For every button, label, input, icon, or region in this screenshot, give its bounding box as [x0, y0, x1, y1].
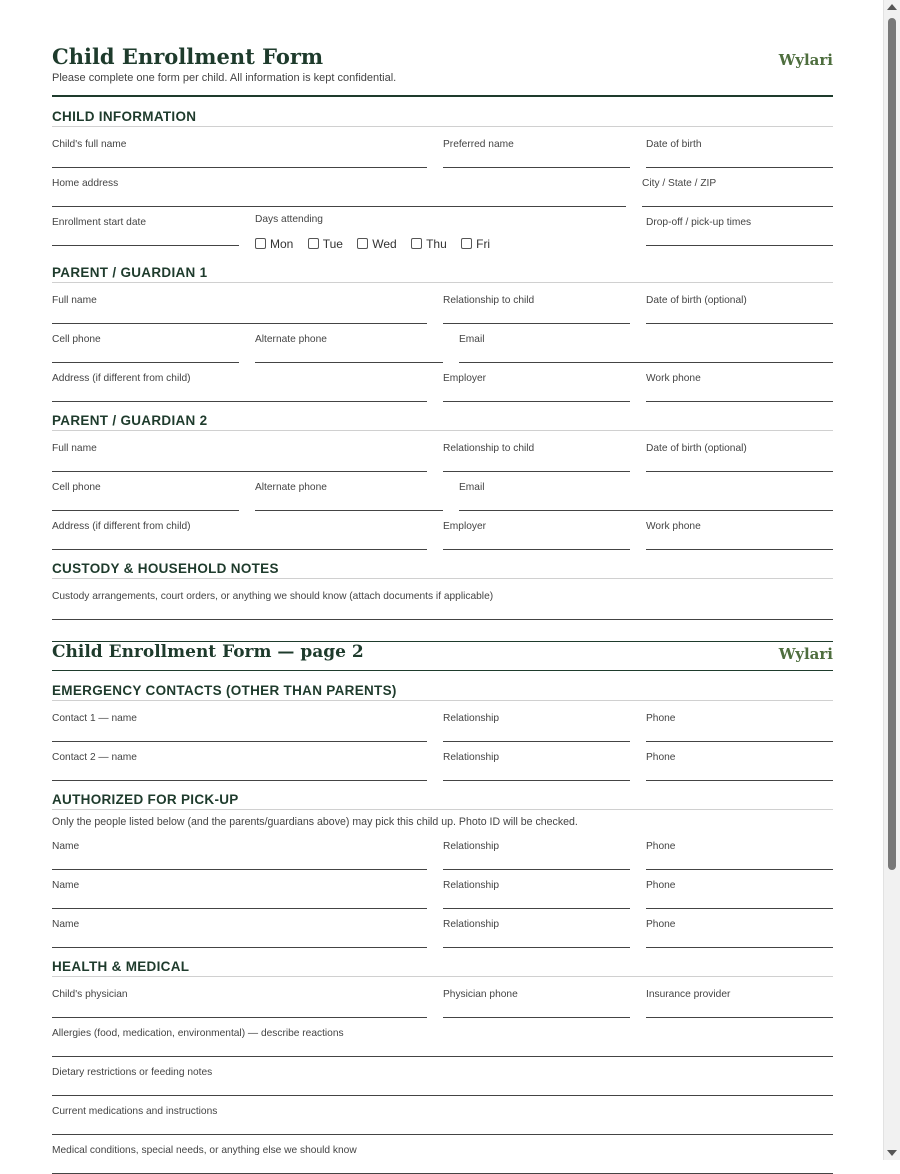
guardian2-address-field[interactable]	[52, 523, 427, 550]
scroll-up-arrow-icon[interactable]	[887, 4, 897, 10]
field-label: Child's full name	[52, 139, 127, 150]
field-label: Current medications and instructions	[52, 1106, 218, 1117]
pickup-3-relationship-field[interactable]	[443, 921, 630, 948]
field-label: Child's physician	[52, 989, 128, 1000]
checkbox-icon	[308, 238, 319, 249]
preferred-name-field[interactable]	[443, 141, 630, 168]
section-heading-guardian-1: PARENT / GUARDIAN 1	[52, 265, 833, 283]
physician-phone-field[interactable]	[443, 991, 630, 1018]
section-heading-health: HEALTH & MEDICAL	[52, 959, 833, 977]
checkbox-icon	[357, 238, 368, 249]
field-label: Work phone	[646, 521, 701, 532]
pickup-1-name-field[interactable]	[52, 843, 427, 870]
page-subtitle: Please complete one form per child. All information is kept confidential.	[52, 72, 397, 84]
guardian2-dob-field[interactable]	[646, 445, 833, 472]
day-label: Thu	[426, 237, 447, 251]
field-label: Contact 2 — name	[52, 752, 137, 763]
day-label: Wed	[372, 237, 397, 251]
insurance-provider-field[interactable]	[646, 991, 833, 1018]
pickup-1-phone-field[interactable]	[646, 843, 833, 870]
guardian1-cell-phone-field[interactable]	[52, 336, 239, 363]
field-label: Full name	[52, 443, 97, 454]
guardian1-alt-phone-field[interactable]	[255, 336, 443, 363]
section-heading-pickup: AUTHORIZED FOR PICK-UP	[52, 792, 833, 810]
guardian2-cell-phone-field[interactable]	[52, 484, 239, 511]
day-checkbox-tue[interactable]	[308, 237, 343, 251]
field-label: Employer	[443, 521, 487, 532]
field-label: Relationship to child	[443, 443, 535, 454]
header-divider	[52, 670, 833, 671]
checkbox-icon	[411, 238, 422, 249]
field-label: Cell phone	[52, 482, 101, 493]
field-label: Home address	[52, 178, 119, 189]
dropoff-pickup-times-field[interactable]	[646, 219, 833, 246]
guardian1-full-name-field[interactable]	[52, 297, 427, 324]
days-attending-label: Days attending	[255, 214, 323, 225]
field-label: Dietary restrictions or feeding notes	[52, 1067, 213, 1078]
pickup-2-phone-field[interactable]	[646, 882, 833, 909]
days-attending-group	[255, 237, 501, 251]
section-heading-emergency: EMERGENCY CONTACTS (OTHER THAN PARENTS)	[52, 683, 833, 701]
field-label: Alternate phone	[255, 482, 327, 493]
emergency-contact-1-name-field[interactable]	[52, 715, 427, 742]
field-label: Medical conditions, special needs, or anything else we should know	[52, 1145, 357, 1156]
emergency-contact-1-relationship-field[interactable]	[443, 715, 630, 742]
field-label: Phone	[646, 713, 676, 724]
field-label: Insurance provider	[646, 989, 731, 1000]
section-heading-child-info: CHILD INFORMATION	[52, 109, 833, 127]
dietary-restrictions-field[interactable]	[52, 1069, 833, 1096]
field-label: Date of birth (optional)	[646, 443, 747, 454]
field-label: Phone	[646, 919, 676, 930]
field-label: Employer	[443, 373, 487, 384]
field-label: Alternate phone	[255, 334, 327, 345]
child-full-name-field[interactable]	[52, 141, 427, 168]
field-label: Date of birth	[646, 139, 702, 150]
field-label: City / State / ZIP	[642, 178, 717, 189]
day-label: Mon	[270, 237, 294, 251]
pickup-1-relationship-field[interactable]	[443, 843, 630, 870]
section-heading-custody: CUSTODY & HOUSEHOLD NOTES	[52, 561, 833, 579]
pickup-2-relationship-field[interactable]	[443, 882, 630, 909]
scrollbar-thumb[interactable]	[888, 18, 896, 870]
page-2-title: Child Enrollment Form — page 2	[52, 642, 364, 662]
day-label: Tue	[322, 237, 343, 251]
field-label: Name	[52, 919, 80, 930]
current-medications-field[interactable]	[52, 1108, 833, 1135]
emergency-contact-2-phone-field[interactable]	[646, 754, 833, 781]
field-label: Preferred name	[443, 139, 514, 150]
pickup-3-phone-field[interactable]	[646, 921, 833, 948]
field-label: Email	[459, 334, 485, 345]
field-label: Phone	[646, 752, 676, 763]
field-label: Work phone	[646, 373, 701, 384]
vertical-scrollbar[interactable]	[883, 0, 900, 1160]
field-label: Enrollment start date	[52, 217, 146, 228]
field-label: Contact 1 — name	[52, 713, 137, 724]
field-label: Name	[52, 841, 80, 852]
field-label: Phone	[646, 880, 676, 891]
pickup-3-name-field[interactable]	[52, 921, 427, 948]
guardian2-alt-phone-field[interactable]	[255, 484, 443, 511]
guardian2-work-phone-field[interactable]	[646, 523, 833, 550]
field-label: Drop-off / pick-up times	[646, 217, 752, 228]
guardian1-relationship-field[interactable]	[443, 297, 630, 324]
city-state-zip-field[interactable]	[642, 180, 833, 207]
allergies-field[interactable]	[52, 1030, 833, 1057]
emergency-contact-1-phone-field[interactable]	[646, 715, 833, 742]
guardian2-full-name-field[interactable]	[52, 445, 427, 472]
brand-logo: Wylari	[778, 645, 833, 663]
guardian1-work-phone-field[interactable]	[646, 375, 833, 402]
checkbox-icon	[461, 238, 472, 249]
brand-logo: Wylari	[778, 51, 833, 69]
field-label: Relationship	[443, 752, 500, 763]
pickup-note: Only the people listed below (and the parents/guardians above) may pick this child up. Photo ID will be checked.	[52, 816, 578, 828]
day-checkbox-mon[interactable]	[255, 237, 293, 251]
guardian2-employer-field[interactable]	[443, 523, 630, 550]
pickup-2-name-field[interactable]	[52, 882, 427, 909]
field-label: Email	[459, 482, 485, 493]
enrollment-start-date-field[interactable]	[52, 219, 239, 246]
scroll-down-arrow-icon[interactable]	[887, 1150, 897, 1156]
field-label: Date of birth (optional)	[646, 295, 747, 306]
guardian2-relationship-field[interactable]	[443, 445, 630, 472]
field-label: Full name	[52, 295, 97, 306]
field-label: Address (if different from child)	[52, 373, 191, 384]
guardian1-employer-field[interactable]	[443, 375, 630, 402]
field-label: Relationship	[443, 919, 500, 930]
emergency-contact-2-relationship-field[interactable]	[443, 754, 630, 781]
guardian1-dob-field[interactable]	[646, 297, 833, 324]
field-label: Address (if different from child)	[52, 521, 191, 532]
field-label: Custody arrangements, court orders, or anything we should know (attach documents if applicable)	[52, 591, 494, 602]
field-label: Relationship	[443, 841, 500, 852]
medical-conditions-field[interactable]	[52, 1147, 833, 1174]
guardian1-email-field[interactable]	[459, 336, 833, 363]
field-label: Name	[52, 880, 80, 891]
field-label: Relationship to child	[443, 295, 535, 306]
guardian2-email-field[interactable]	[459, 484, 833, 511]
field-label: Allergies (food, medication, environmental) — describe reactions	[52, 1028, 344, 1039]
field-label: Physician phone	[443, 989, 518, 1000]
enrollment-form	[52, 0, 833, 1160]
emergency-contact-2-name-field[interactable]	[52, 754, 427, 781]
section-heading-guardian-2: PARENT / GUARDIAN 2	[52, 413, 833, 431]
guardian1-address-field[interactable]	[52, 375, 427, 402]
day-label: Fri	[476, 237, 491, 251]
header-divider	[52, 95, 833, 97]
day-checkbox-thu[interactable]	[411, 237, 447, 251]
home-address-field[interactable]	[52, 180, 626, 207]
day-checkbox-wed[interactable]	[357, 237, 396, 251]
child-dob-field[interactable]	[646, 141, 833, 168]
field-label: Relationship	[443, 713, 500, 724]
day-checkbox-fri[interactable]	[461, 237, 490, 251]
checkbox-icon	[255, 238, 266, 249]
field-label: Cell phone	[52, 334, 101, 345]
physician-field[interactable]	[52, 991, 427, 1018]
field-label: Phone	[646, 841, 676, 852]
custody-notes-field[interactable]	[52, 593, 833, 620]
field-label: Relationship	[443, 880, 500, 891]
page-title: Child Enrollment Form	[52, 44, 324, 69]
